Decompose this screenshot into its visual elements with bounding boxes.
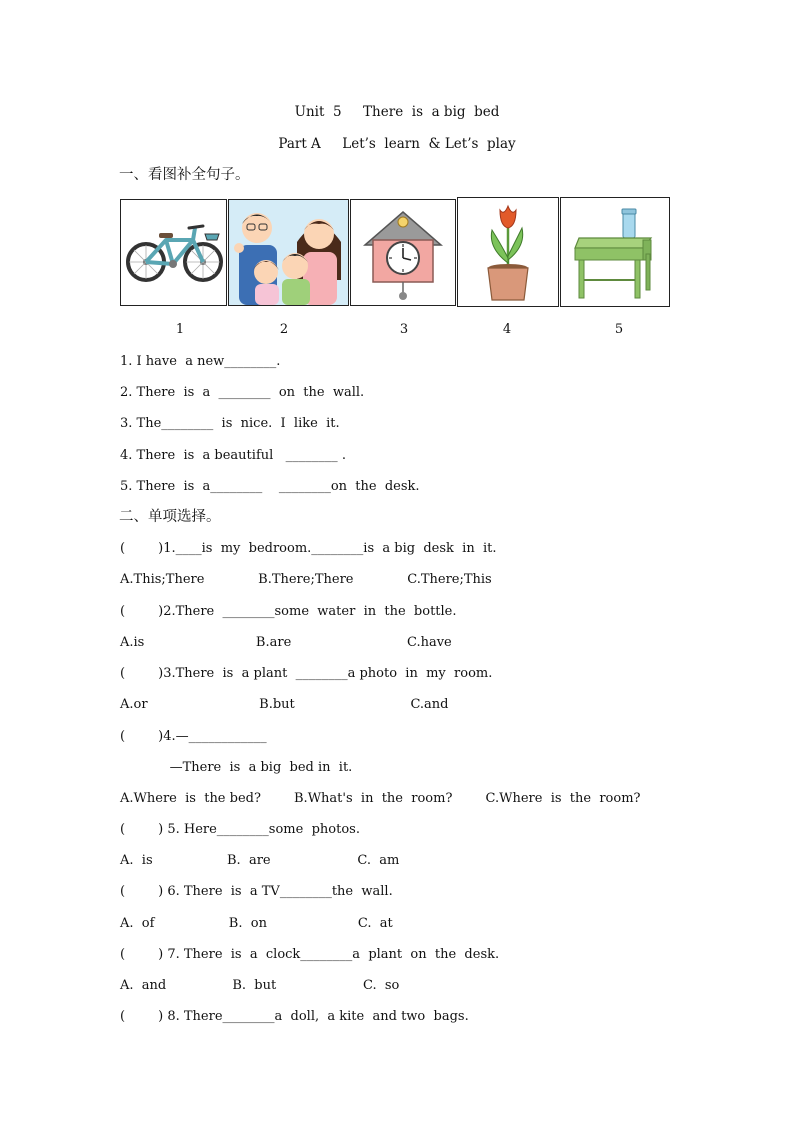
question-5: ( ) 5. Here________some photos. [120,822,360,837]
sentence-5: 5. There is a________ ________on the desk. [120,479,420,494]
page-subtitle: Part A Let’s learn & Let’s play [278,136,516,152]
sentence-2: 2. There is a ________ on the wall. [120,385,365,400]
plant-icon [458,198,558,306]
picture-number-2: 2 [279,322,289,337]
question-3-options: A.or B.but C.and [120,697,449,712]
sentence-3: 3. The________ is nice. I like it. [120,416,340,431]
page-title: Unit 5 There is a big bed [294,104,500,120]
section-1-heading: 一、看图补全句子。 [119,167,250,183]
picture-number-5: 5 [614,322,624,337]
question-7-options: A. and B. but C. so [120,978,400,993]
question-3: ( )3.There is a plant ________a photo in my room. [120,666,493,681]
picture-2 [228,199,349,306]
family-icon [229,200,348,305]
desk-icon [561,198,669,306]
question-6-options: A. of B. on C. at [120,916,393,931]
picture-5 [560,197,670,307]
picture-number-3: 3 [399,322,409,337]
question-4: ( )4.—____________ [120,729,267,744]
question-1-options: A.This;There B.There;There C.There;This [120,572,492,587]
clock-icon [351,200,455,305]
sentence-4: 4. There is a beautiful ________ . [120,448,346,463]
question-4-answer: —There is a big bed in it. [120,760,353,775]
question-7: ( ) 7. There is a clock________a plant on the desk. [120,947,500,962]
question-6: ( ) 6. There is a TV________the wall. [120,884,393,899]
picture-3 [350,199,456,306]
question-4-options: A.Where is the bed? B.What's in the room? C.Where is the room? [120,791,641,806]
picture-1 [120,199,227,306]
picture-4 [457,197,559,307]
bicycle-icon [121,200,226,305]
picture-number-1: 1 [175,322,185,337]
question-8: ( ) 8. There________a doll, a kite and two bags. [120,1009,469,1024]
question-1: ( )1.____is my bedroom.________is a big desk in it. [120,541,497,556]
picture-number-4: 4 [502,322,512,337]
section-2-heading: 二、单项选择。 [119,509,221,525]
sentence-1: 1. I have a new________. [120,354,281,369]
question-2: ( )2.There ________some water in the bottle. [120,604,457,619]
question-2-options: A.is B.are C.have [120,635,452,650]
question-5-options: A. is B. are C. am [120,853,400,868]
